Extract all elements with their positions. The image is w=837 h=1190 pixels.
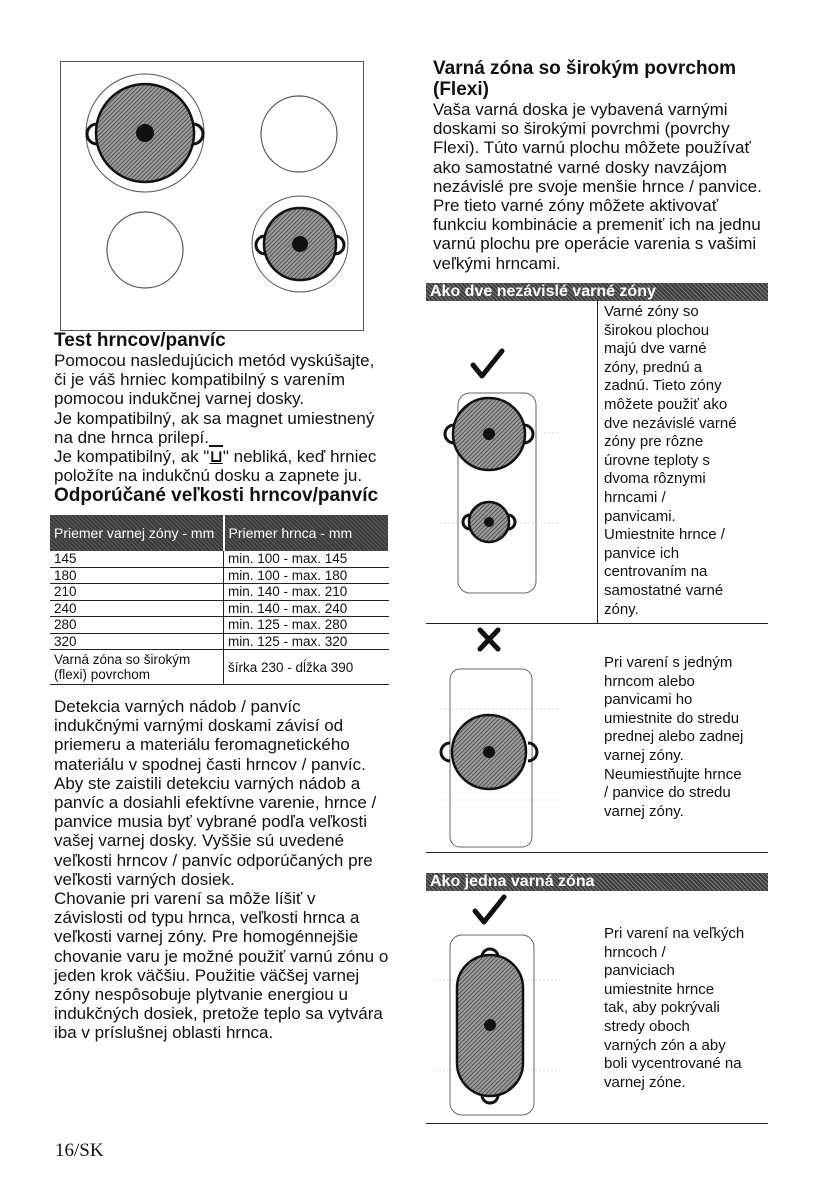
flexi-title-line-2: (Flexi) — [433, 79, 489, 100]
cooktop-illustration — [61, 62, 363, 330]
table-cell-zone: 210 — [50, 584, 224, 601]
checkmark-icon — [473, 351, 502, 376]
table-cell-pot: min. 125 - max. 320 — [224, 633, 390, 650]
flexi-line: doskami so širokými povrchmi (povrchy — [433, 119, 730, 139]
wrong-line: Pri varení s jedným — [604, 654, 733, 671]
divider-2 — [426, 852, 768, 853]
table-row — [50, 617, 389, 634]
independent-line: samostatné varné — [604, 581, 724, 599]
independent-line: môžete použiť ako — [604, 395, 728, 413]
independent-line: Varné zóny so — [604, 303, 699, 320]
independent-line: zadnú. Tieto zóny — [604, 377, 722, 395]
section-sizes-title: Odporúčané veľkosti hrncov/panvíc — [54, 485, 379, 507]
detection-line: panvice musia byť vybrané podľa veľkosti — [54, 812, 368, 832]
wrong-line: prednej alebo zadnej — [604, 728, 744, 746]
single-line: panviciach — [604, 962, 675, 980]
single-line: boli vycentrované na — [604, 1055, 742, 1073]
page-number: 16/SK — [55, 1140, 104, 1161]
detection-line: zóny nespôsobuje plytvanie energiou u — [54, 985, 348, 1005]
table-cell-zone: Varná zóna so širokým (flexi) povrchom — [50, 650, 224, 685]
table-cell-zone: 145 — [50, 551, 224, 567]
independent-line: dve nezávislé varné — [604, 414, 737, 432]
table-row-flexi — [50, 650, 389, 685]
single-line: Pri varení na veľkých — [604, 925, 745, 942]
detection-line: indukčných dosiek, pretože teplo sa vytvára — [54, 1004, 383, 1024]
table-row — [50, 584, 389, 601]
wrong-line: panvicami ho — [604, 691, 693, 709]
test-line-1: Pomocou nasledujúcich metód vyskúšajte, — [54, 351, 375, 370]
flexi-line: Flexi). Túto varnú plochu môžete používať — [433, 138, 751, 158]
table-row — [50, 567, 389, 584]
single-line: hrncoch / — [604, 943, 666, 961]
flexi-line: funkciu kombinácie a premeniť ich na jednu — [433, 215, 761, 235]
illustration-single-zone — [430, 895, 580, 1120]
independent-line: hrncami / — [604, 488, 666, 506]
single-line: tak, aby pokrývali — [604, 999, 720, 1017]
illustration-wrong-placement — [440, 625, 590, 850]
single-line: varných zón a aby — [604, 1036, 726, 1054]
pan-symbol-icon: ⊔ — [209, 447, 223, 467]
single-text — [604, 925, 769, 1092]
independent-line: Umiestnite hrnce / — [604, 526, 725, 544]
table-cell-pot: min. 100 - max. 145 — [224, 551, 390, 567]
wrong-line: umiestnite do stredu — [604, 709, 740, 727]
table-body — [50, 551, 389, 685]
independent-line: centrovaním na — [604, 563, 708, 581]
detection-line: chovanie varu je možné použiť varnú zónu o — [54, 946, 389, 966]
table-cell-pot: šírka 230 - dĺžka 390 — [224, 650, 390, 685]
detection-line: veľkosti varných dosiek. — [54, 869, 235, 889]
detection-line: veľkosti varnej zóny. Pre homogénnejšie — [54, 927, 359, 947]
single-line: varnej zóne. — [604, 1073, 686, 1091]
pot-size-table — [50, 515, 390, 685]
single-line: umiestnite hrnce — [604, 980, 715, 998]
wrong-line: Neumiestňujte hrnce — [604, 765, 742, 783]
detection-line: jeden krok väčšiu. Použitie väčšej varnej — [54, 965, 360, 985]
detection-line: materiálu v spodnej časti hrncov / panvíc. — [54, 754, 366, 774]
divider-1 — [426, 623, 768, 624]
detection-line: Detekcia varných nádob / panvíc — [54, 697, 301, 716]
table-header-row — [50, 515, 389, 551]
cooktop-diagram — [60, 61, 364, 331]
single-line: stredy oboch — [604, 1017, 690, 1035]
independent-line: zóny pre rôzne — [604, 433, 704, 451]
table-cell-zone: 280 — [50, 617, 224, 634]
table-cell-pot: min. 125 - max. 280 — [224, 617, 390, 634]
detection-line: priemeru a materiálu feromagnetického — [54, 735, 350, 755]
band-independent-zones: Ako dve nezávislé varné zóny — [426, 283, 768, 301]
checkmark-icon — [475, 897, 504, 922]
independent-line: zóny, prednú a — [604, 358, 703, 376]
independent-line: dvoma rôznymi — [604, 470, 706, 488]
symbol-line-prefix: Je kompatibilný, ak " — [54, 447, 210, 467]
flexi-line: veľkými hrncami. — [433, 253, 561, 273]
wrong-line: varnej zóny. — [604, 802, 684, 820]
table-row — [50, 551, 389, 567]
band-single-zone: Ako jedna varná zóna — [426, 873, 768, 891]
section-flexi — [433, 58, 778, 273]
flexi-line: Vaša varná doska je vybavená varnými — [433, 100, 728, 119]
wrong-line: varnej zóny. — [604, 746, 684, 764]
table-cell-zone: 320 — [50, 633, 224, 650]
wrong-line: / panvice do stredu — [604, 784, 731, 802]
test-line-4: Je kompatibilný, ak sa magnet umiestnený — [54, 408, 375, 428]
table-row — [50, 600, 389, 617]
table-cell-zone: 180 — [50, 567, 224, 584]
detection-line: Chovanie pri varení sa môže líšiť v — [54, 889, 316, 909]
wrong-text — [604, 654, 769, 821]
section-detection — [54, 697, 414, 1043]
flexi-line: varnú plochu pre operácie varenia s vašimi — [433, 234, 757, 254]
independent-line: úrovne teploty s — [604, 451, 710, 469]
symbol-line-suffix: " nebliká, keď hrniec — [222, 447, 377, 467]
test-symbol-line-2: položíte na indukčnú dosku a zapnete ju. — [54, 466, 363, 486]
detection-line: Aby ste zaistili detekciu varných nádob a — [54, 773, 361, 793]
table-cell-pot: min. 140 - max. 210 — [224, 584, 390, 601]
table-row — [50, 633, 389, 650]
detection-line: indukčnými varnými doskami závisí od — [54, 716, 344, 736]
cross-icon — [480, 630, 498, 649]
section-test — [54, 330, 414, 506]
table-cell-pot: min. 140 - max. 240 — [224, 600, 390, 617]
detection-line: závislosti od typu hrnca, veľkosti hrnca a — [54, 908, 360, 928]
table-header-pot: Priemer hrnca - mm — [224, 515, 390, 551]
independent-line: panvice ich — [604, 544, 680, 562]
independent-line: panvicami. — [604, 507, 676, 525]
flexi-line: nezávislé pre svoje menšie hrnce / panvice. — [433, 176, 762, 196]
detection-line: vašej varnej dosky. Vyššie sú uvedené — [54, 831, 345, 851]
detection-line: iba v príslušnej oblasti hrnca. — [54, 1023, 274, 1043]
section-test-title: Test hrncov/panvíc — [54, 330, 226, 351]
independent-line: širokou plochou — [604, 321, 710, 339]
independent-text — [604, 303, 769, 619]
wrong-line: hrncom alebo — [604, 672, 695, 690]
independent-line: zóny. — [604, 600, 639, 618]
table-cell-pot: min. 100 - max. 180 — [224, 567, 390, 584]
test-line-2: či je váš hrniec kompatibilný s varením — [54, 370, 346, 390]
divider-3 — [426, 1123, 768, 1124]
column-divider-1 — [597, 300, 598, 623]
detection-line: veľkosti hrncov / panvíc odporúčaných pre — [54, 850, 373, 870]
test-line-5: na dne hrnca prilepí. — [54, 427, 209, 447]
table-header-zone: Priemer varnej zóny - mm — [50, 515, 224, 551]
table-cell-zone: 240 — [50, 600, 224, 617]
flexi-line: Pre tieto varné zóny môžete aktivovať — [433, 196, 719, 216]
flexi-line: ako samostatné varné dosky navzájom — [433, 157, 727, 177]
illustration-two-zones — [440, 345, 590, 615]
flexi-title-line-1: Varná zóna so širokým povrchom — [433, 58, 737, 79]
test-line-3: pomocou indukčnej varnej dosky. — [54, 389, 305, 409]
independent-line: majú dve varné — [604, 340, 707, 358]
test-symbol-line — [54, 447, 414, 466]
detection-line: panvíc a dosiahli efektívne varenie, hrnce / — [54, 793, 377, 813]
